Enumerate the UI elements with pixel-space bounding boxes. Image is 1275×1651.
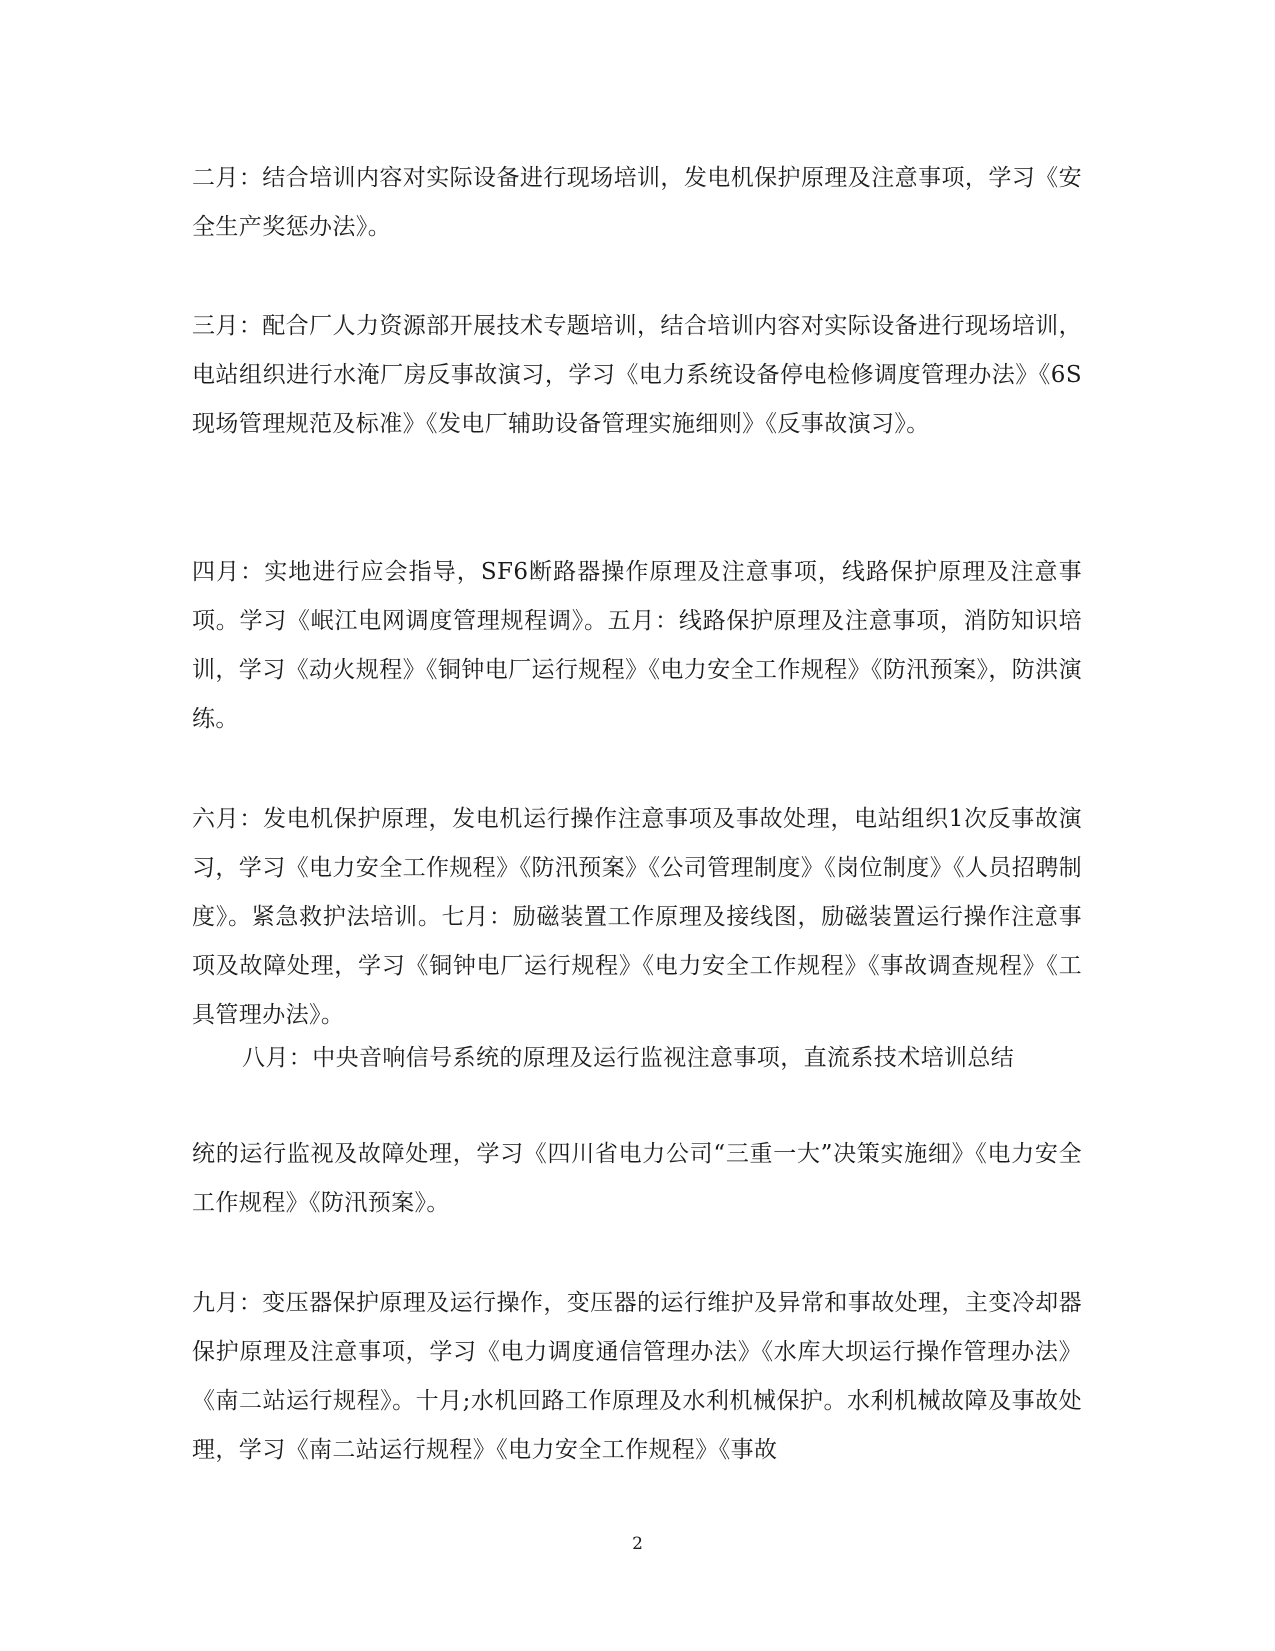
paragraph-march: 三月：配合厂人力资源部开展技术专题培训，结合培训内容对实际设备进行现场培训，电站组织进行水淹厂房反事故演习，学习《电力系统设备停电检修调度管理办法》《6S现场管理规范及标准》《发电厂辅助设备管理实施细则》《反事故演习》。	[192, 313, 1082, 437]
paragraph-june-july: 六月：发电机保护原理，发电机运行操作注意事项及事故处理，电站组织1次反事故演习，学习《电力安全工作规程》《防汛预案》《公司管理制度》《岗位制度》《人员招聘制度》。紧急救护法培训。七月：励磁装置工作原理及接线图，励磁装置运行操作注意事项及故障处理，学习《铜钟电厂运行规程》《电力安全工作规程》《事故调查规程》《工具管理办法》。	[192, 806, 1082, 1028]
paragraph-february: 二月：结合培训内容对实际设备进行现场培训，发电机保护原理及注意事项，学习《安全生产奖惩办法》。	[192, 165, 1082, 240]
page-number: 2	[632, 1534, 643, 1554]
paragraph-august: 八月：中央音响信号系统的原理及运行监视注意事项，直流系技术培训总结	[242, 1045, 1015, 1071]
paragraph-august-continued: 统的运行监视及故障处理，学习《四川省电力公司“三重一大”决策实施细》《电力安全工作规程》《防汛预案》。	[192, 1141, 1082, 1216]
paragraph-april-may: 四月：实地进行应会指导，SF6断路器操作原理及注意事项，线路保护原理及注意事项。学习《岷江电网调度管理规程调》。五月：线路保护原理及注意事项，消防知识培训，学习《动火规程》《铜钟电厂运行规程》《电力安全工作规程》《防汛预案》，防洪演练。	[192, 559, 1082, 732]
paragraph-september-october: 九月：变压器保护原理及运行操作，变压器的运行维护及异常和事故处理，主变冷却器保护原理及注意事项，学习《电力调度通信管理办法》《水库大坝运行操作管理办法》《南二站运行规程》。十月;水机回路工作原理及水利机械保护。水利机械故障及事故处理，学习《南二站运行规程》《电力安全工作规程》《事故	[192, 1290, 1082, 1463]
